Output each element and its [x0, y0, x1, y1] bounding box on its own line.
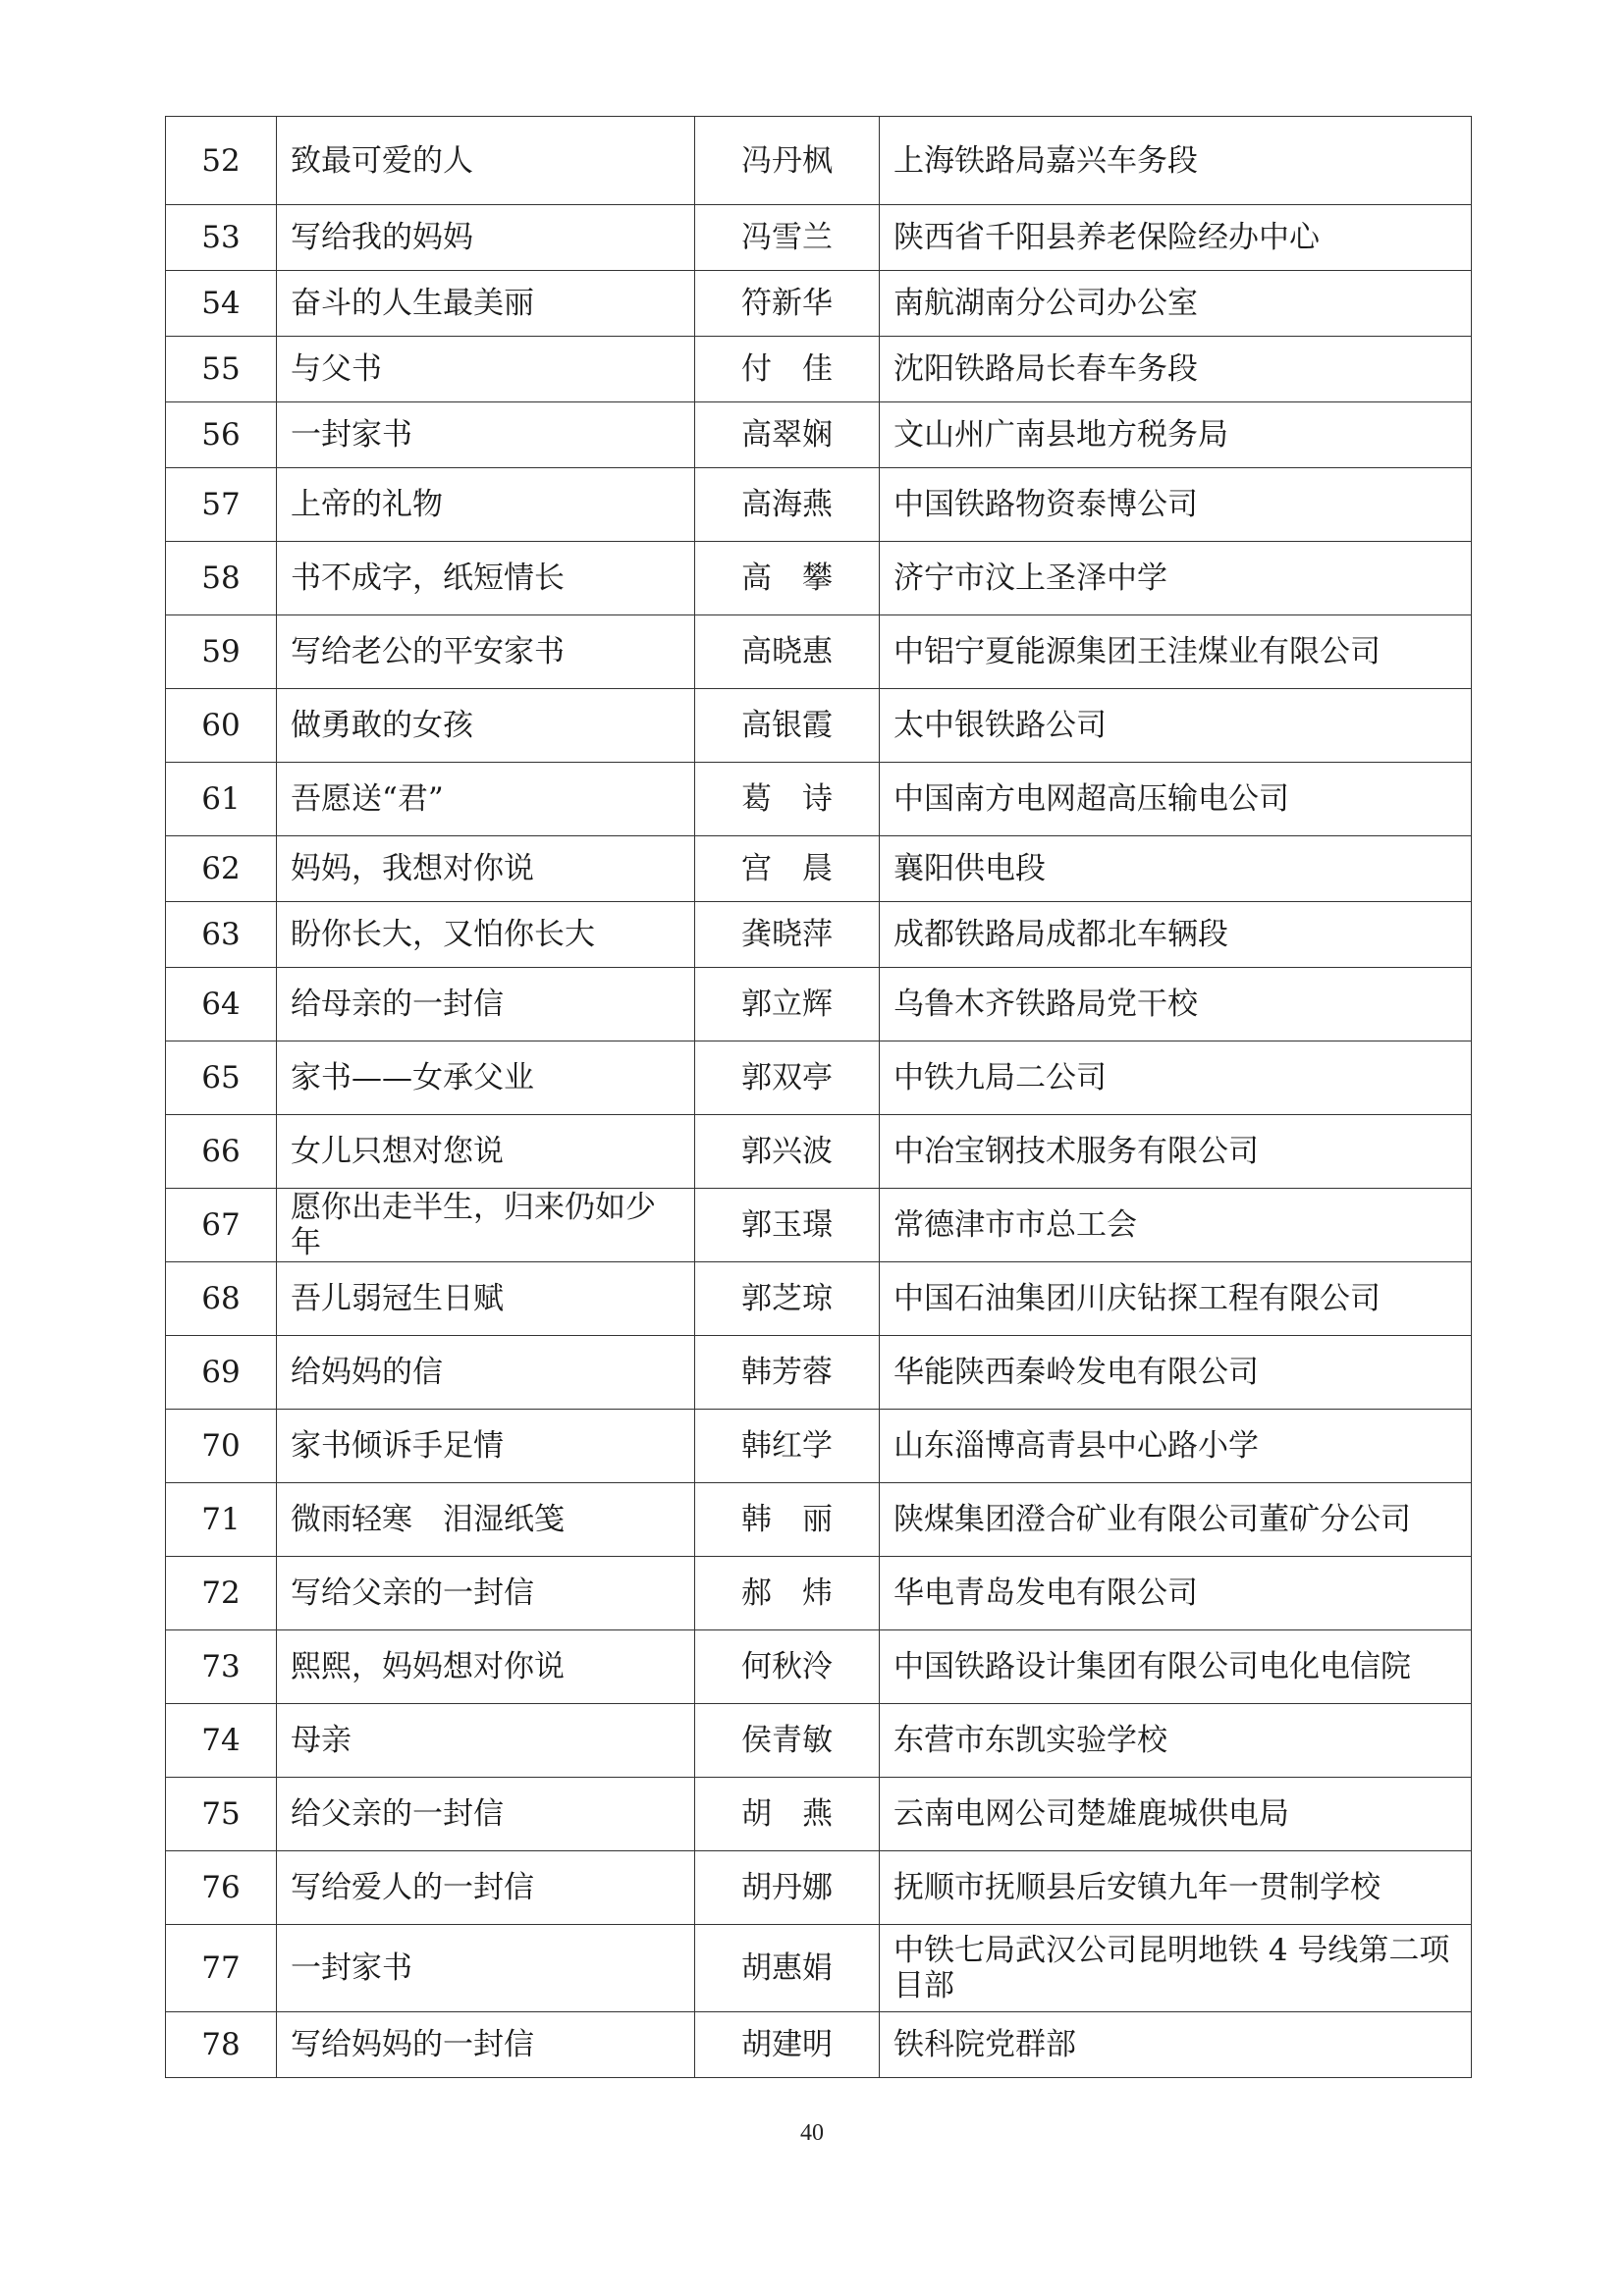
letter-title-cell: 一封家书 [277, 1925, 695, 2012]
author-name-cell: 葛 诗 [695, 763, 880, 836]
letter-title-cell: 做勇敢的女孩 [277, 689, 695, 763]
author-name-cell: 郭兴波 [695, 1115, 880, 1189]
letter-title-cell: 上帝的礼物 [277, 468, 695, 542]
letter-title-cell: 吾儿弱冠生日赋 [277, 1262, 695, 1336]
organization-cell: 中国石油集团川庆钻探工程有限公司 [880, 1262, 1472, 1336]
letter-title-cell: 奋斗的人生最美丽 [277, 271, 695, 337]
organization-cell: 中冶宝钢技术服务有限公司 [880, 1115, 1472, 1189]
letter-title-cell: 写给我的妈妈 [277, 205, 695, 271]
author-name-cell: 韩 丽 [695, 1483, 880, 1557]
table-row [166, 1189, 1472, 1262]
organization-cell: 中铁九局二公司 [880, 1041, 1472, 1115]
row-number-cell: 69 [166, 1336, 277, 1410]
table-row [166, 337, 1472, 402]
organization-cell: 中国南方电网超高压输电公司 [880, 763, 1472, 836]
letter-title-cell: 致最可爱的人 [277, 117, 695, 205]
row-number-cell: 60 [166, 689, 277, 763]
table-row [166, 468, 1472, 542]
table-row [166, 1262, 1472, 1336]
table-row [166, 902, 1472, 968]
organization-cell: 中铝宁夏能源集团王洼煤业有限公司 [880, 615, 1472, 689]
table-row [166, 1778, 1472, 1851]
row-number-cell: 78 [166, 2012, 277, 2078]
organization-cell: 太中银铁路公司 [880, 689, 1472, 763]
table-row [166, 763, 1472, 836]
letter-title-cell: 熙熙，妈妈想对你说 [277, 1630, 695, 1704]
organization-cell: 铁科院党群部 [880, 2012, 1472, 2078]
row-number-cell: 74 [166, 1704, 277, 1778]
organization-cell: 中国铁路设计集团有限公司电化电信院 [880, 1630, 1472, 1704]
row-number-cell: 59 [166, 615, 277, 689]
table-row [166, 836, 1472, 902]
row-number-cell: 58 [166, 542, 277, 615]
table-row [166, 117, 1472, 205]
organization-cell: 华能陕西秦岭发电有限公司 [880, 1336, 1472, 1410]
author-name-cell: 高晓惠 [695, 615, 880, 689]
organization-cell: 陕西省千阳县养老保险经办中心 [880, 205, 1472, 271]
table-row [166, 615, 1472, 689]
row-number-cell: 64 [166, 968, 277, 1041]
organization-cell: 乌鲁木齐铁路局党干校 [880, 968, 1472, 1041]
row-number-cell: 52 [166, 117, 277, 205]
table-row [166, 1557, 1472, 1630]
page-number: 40 [800, 2120, 824, 2146]
author-name-cell: 郭双亭 [695, 1041, 880, 1115]
row-number-cell: 70 [166, 1410, 277, 1483]
table-row [166, 205, 1472, 271]
author-name-cell: 侯青敏 [695, 1704, 880, 1778]
letter-title-cell: 写给父亲的一封信 [277, 1557, 695, 1630]
letter-title-cell: 女儿只想对您说 [277, 1115, 695, 1189]
row-number-cell: 77 [166, 1925, 277, 2012]
table-row [166, 1630, 1472, 1704]
author-name-cell: 高海燕 [695, 468, 880, 542]
table-row [166, 1704, 1472, 1778]
letter-title-cell: 给母亲的一封信 [277, 968, 695, 1041]
author-name-cell: 郭芝琼 [695, 1262, 880, 1336]
row-number-cell: 75 [166, 1778, 277, 1851]
author-name-cell: 高银霞 [695, 689, 880, 763]
organization-cell: 中国铁路物资泰博公司 [880, 468, 1472, 542]
author-name-cell: 高 攀 [695, 542, 880, 615]
row-number-cell: 55 [166, 337, 277, 402]
letter-title-cell: 家书——女承父业 [277, 1041, 695, 1115]
row-number-cell: 62 [166, 836, 277, 902]
table-row [166, 1336, 1472, 1410]
table-row [166, 2012, 1472, 2078]
organization-cell: 襄阳供电段 [880, 836, 1472, 902]
letter-title-cell: 书不成字，纸短情长 [277, 542, 695, 615]
table-row [166, 1115, 1472, 1189]
letter-title-cell: 盼你长大，又怕你长大 [277, 902, 695, 968]
letter-title-cell: 写给爱人的一封信 [277, 1851, 695, 1925]
author-name-cell: 宫 晨 [695, 836, 880, 902]
table-row [166, 968, 1472, 1041]
author-name-cell: 韩芳蓉 [695, 1336, 880, 1410]
letter-title-cell: 愿你出走半生，归来仍如少年 [277, 1189, 695, 1262]
letter-title-cell: 给父亲的一封信 [277, 1778, 695, 1851]
table-body [166, 117, 1472, 2078]
row-number-cell: 76 [166, 1851, 277, 1925]
letter-title-cell: 吾愿送“君” [277, 763, 695, 836]
table-row [166, 1925, 1472, 2012]
row-number-cell: 54 [166, 271, 277, 337]
letter-title-cell: 微雨轻寒 泪湿纸笺 [277, 1483, 695, 1557]
row-number-cell: 57 [166, 468, 277, 542]
letter-title-cell: 妈妈，我想对你说 [277, 836, 695, 902]
organization-cell: 济宁市汶上圣泽中学 [880, 542, 1472, 615]
author-name-cell: 冯雪兰 [695, 205, 880, 271]
row-number-cell: 68 [166, 1262, 277, 1336]
table-row [166, 689, 1472, 763]
author-name-cell: 韩红学 [695, 1410, 880, 1483]
letter-title-cell: 家书倾诉手足情 [277, 1410, 695, 1483]
row-number-cell: 65 [166, 1041, 277, 1115]
letter-title-cell: 给妈妈的信 [277, 1336, 695, 1410]
author-name-cell: 郭玉璟 [695, 1189, 880, 1262]
organization-cell: 文山州广南县地方税务局 [880, 402, 1472, 468]
row-number-cell: 73 [166, 1630, 277, 1704]
author-name-cell: 郭立辉 [695, 968, 880, 1041]
author-name-cell: 胡丹娜 [695, 1851, 880, 1925]
author-name-cell: 龚晓萍 [695, 902, 880, 968]
row-number-cell: 71 [166, 1483, 277, 1557]
letter-title-cell: 一封家书 [277, 402, 695, 468]
organization-cell: 东营市东凯实验学校 [880, 1704, 1472, 1778]
author-name-cell: 何秋泠 [695, 1630, 880, 1704]
letter-title-cell: 写给老公的平安家书 [277, 615, 695, 689]
author-name-cell: 高翠娴 [695, 402, 880, 468]
organization-cell: 上海铁路局嘉兴车务段 [880, 117, 1472, 205]
table-row [166, 271, 1472, 337]
row-number-cell: 63 [166, 902, 277, 968]
row-number-cell: 53 [166, 205, 277, 271]
row-number-cell: 66 [166, 1115, 277, 1189]
row-number-cell: 67 [166, 1189, 277, 1262]
letter-title-cell: 写给妈妈的一封信 [277, 2012, 695, 2078]
organization-cell: 抚顺市抚顺县后安镇九年一贯制学校 [880, 1851, 1472, 1925]
table-row [166, 1410, 1472, 1483]
table-row [166, 402, 1472, 468]
organization-cell: 中铁七局武汉公司昆明地铁 4 号线第二项目部 [880, 1925, 1472, 2012]
row-number-cell: 56 [166, 402, 277, 468]
letter-title-cell: 母亲 [277, 1704, 695, 1778]
table-row [166, 1041, 1472, 1115]
author-name-cell: 冯丹枫 [695, 117, 880, 205]
author-name-cell: 付 佳 [695, 337, 880, 402]
award-list-table [165, 116, 1472, 2078]
organization-cell: 陕煤集团澄合矿业有限公司董矿分公司 [880, 1483, 1472, 1557]
row-number-cell: 61 [166, 763, 277, 836]
table-row [166, 542, 1472, 615]
organization-cell: 云南电网公司楚雄鹿城供电局 [880, 1778, 1472, 1851]
author-name-cell: 胡惠娟 [695, 1925, 880, 2012]
organization-cell: 华电青岛发电有限公司 [880, 1557, 1472, 1630]
row-number-cell: 72 [166, 1557, 277, 1630]
author-name-cell: 郝 炜 [695, 1557, 880, 1630]
author-name-cell: 符新华 [695, 271, 880, 337]
table-row [166, 1483, 1472, 1557]
author-name-cell: 胡 燕 [695, 1778, 880, 1851]
organization-cell: 沈阳铁路局长春车务段 [880, 337, 1472, 402]
organization-cell: 南航湖南分公司办公室 [880, 271, 1472, 337]
letter-title-cell: 与父书 [277, 337, 695, 402]
author-name-cell: 胡建明 [695, 2012, 880, 2078]
organization-cell: 山东淄博高青县中心路小学 [880, 1410, 1472, 1483]
organization-cell: 成都铁路局成都北车辆段 [880, 902, 1472, 968]
organization-cell: 常德津市市总工会 [880, 1189, 1472, 1262]
table-row [166, 1851, 1472, 1925]
